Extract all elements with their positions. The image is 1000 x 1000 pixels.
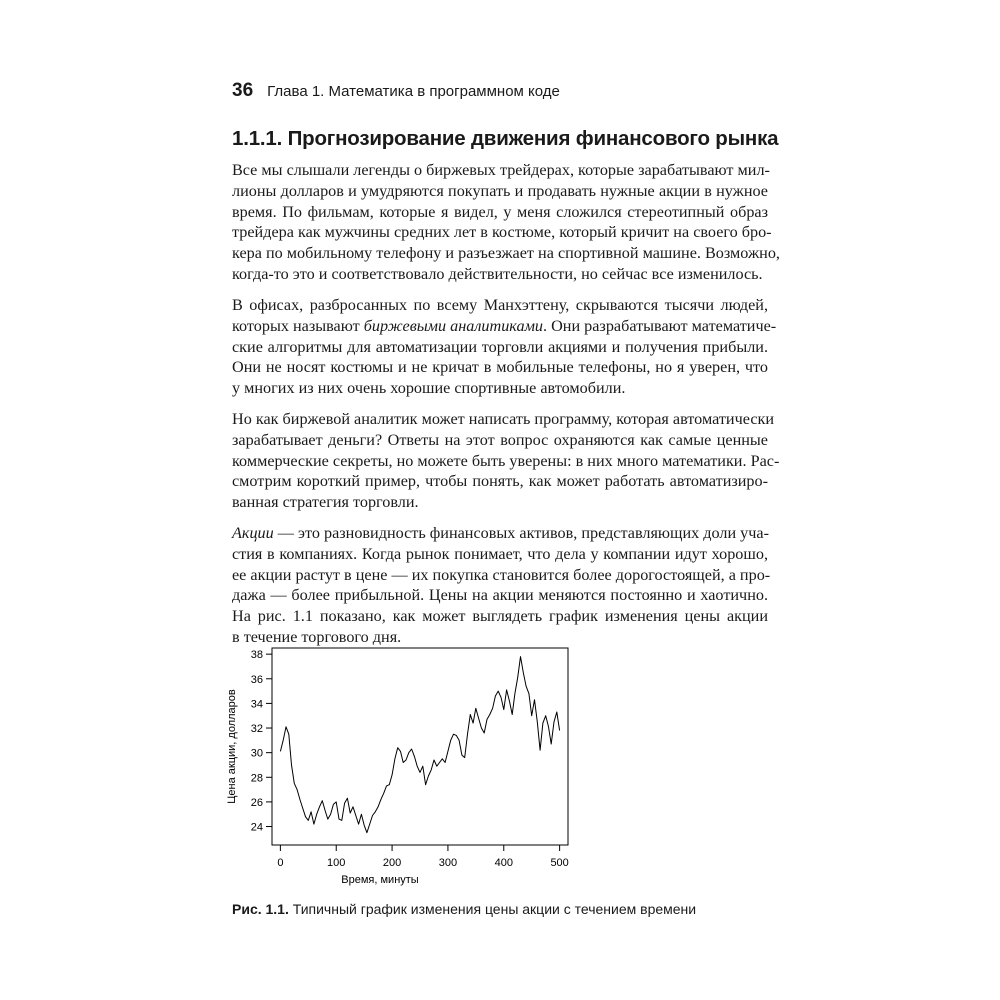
- section-title: 1.1.1. Прогнозирование движения финансового рынка: [232, 127, 779, 150]
- text-line: дажа — более прибыльной. Цены на акции меняются постоянно и хаотично.: [232, 586, 768, 605]
- y-tick-label: 34: [250, 698, 263, 711]
- paragraph-2: [232, 295, 777, 399]
- y-tick-label: 36: [250, 673, 263, 686]
- text-line: ее акции растут в цене — их покупка становится более дорогостоящей, а про-: [232, 565, 771, 584]
- text-line: На рис. 1.1 показано, как может выглядеть график изменения цены акции: [232, 607, 768, 626]
- text-line: Но как биржевой аналитик может написать программу, которая автоматически: [232, 410, 775, 428]
- x-tick-label: 500: [550, 857, 569, 869]
- x-tick-label: 200: [382, 857, 402, 869]
- text-line: в течение торгового дня.: [232, 627, 402, 646]
- page-number: 36: [232, 80, 254, 101]
- y-tick-label: 38: [250, 649, 263, 662]
- x-tick-label: 0: [277, 857, 284, 869]
- emphasized-term: Акции: [232, 524, 274, 542]
- y-tick-label: 30: [250, 747, 263, 760]
- figure-1-1: [222, 640, 592, 900]
- caption-text: Типичный график изменения цены акции с течением времени: [288, 901, 697, 917]
- x-axis-label: Время, минуты: [341, 874, 419, 886]
- price-chart: [222, 640, 592, 900]
- x-tick-label: 100: [327, 857, 346, 869]
- text-line: лионы долларов и умудряются покупать и продавать нужные акции в нужное: [232, 181, 768, 200]
- x-tick-label: 300: [438, 857, 458, 869]
- text-line: Они не носят костюмы и не кричат в мобильные телефоны, но я уверен, что: [232, 358, 768, 377]
- text-line: кера по мобильному телефону и разъезжает на спортивной машине. Возможно,: [232, 244, 780, 263]
- text-run: . Они разрабатывают математиче-: [543, 316, 777, 335]
- paragraph-4: [232, 523, 771, 648]
- text-line: смотрим короткий пример, чтобы понять, как может работать автоматизиро-: [232, 472, 768, 491]
- paragraph-1: [232, 160, 780, 285]
- text-line: у многих из них очень хорошие спортивные автомобили.: [232, 379, 626, 398]
- text-line: когда-то это и соответствовало действительности, но сейчас все изменилось.: [232, 264, 763, 283]
- text-line: [232, 523, 768, 544]
- emphasized-term: биржевыми аналитиками: [363, 316, 543, 335]
- text-line: ванная стратегия торговли.: [232, 493, 419, 512]
- text-line: В офисах, разбросанных по всему Манхэттену, скрываются тысячи людей,: [232, 296, 768, 314]
- text-line: ские алгоритмы для автоматизации торговли акциями и получения прибыли.: [232, 337, 768, 356]
- text-line: коммерческие секреты, но можете быть уверены: в них много математики. Рас-: [232, 451, 780, 470]
- price-series-line: [280, 657, 559, 833]
- text-run: — это разновидность финансовых активов, представляющих доли уча-: [273, 524, 769, 542]
- text-line: зарабатывает деньги? Ответы на этот вопрос охраняются как самые ценные: [232, 430, 768, 449]
- text-line: [232, 316, 777, 337]
- x-tick-label: 400: [494, 857, 513, 869]
- text-line: стия в компаниях. Когда рынок понимает, что дела у компании идут хорошо,: [232, 544, 768, 563]
- running-head: [232, 80, 560, 102]
- y-tick-label: 26: [250, 796, 263, 809]
- y-axis-label: Цена акции, долларов: [226, 689, 238, 804]
- y-tick-label: 32: [250, 723, 263, 736]
- text-line: Все мы слышали легенды о биржевых трейдерах, которые зарабатывают мил-: [232, 161, 770, 179]
- text-line: трейдера как мужчины средних лет в костюме, который кричит на своего бро-: [232, 223, 772, 242]
- caption-label: Рис. 1.1.: [232, 901, 289, 917]
- text-run: которых называют: [232, 316, 364, 335]
- figure-caption: [232, 901, 696, 917]
- chapter-title: Глава 1. Математика в программном коде: [267, 83, 560, 100]
- y-tick-label: 24: [250, 821, 263, 834]
- paragraph-3: [232, 409, 780, 513]
- y-tick-label: 28: [250, 772, 263, 785]
- text-line: время. По фильмам, которые я видел, у меня сложился стереотипный образ: [232, 202, 768, 221]
